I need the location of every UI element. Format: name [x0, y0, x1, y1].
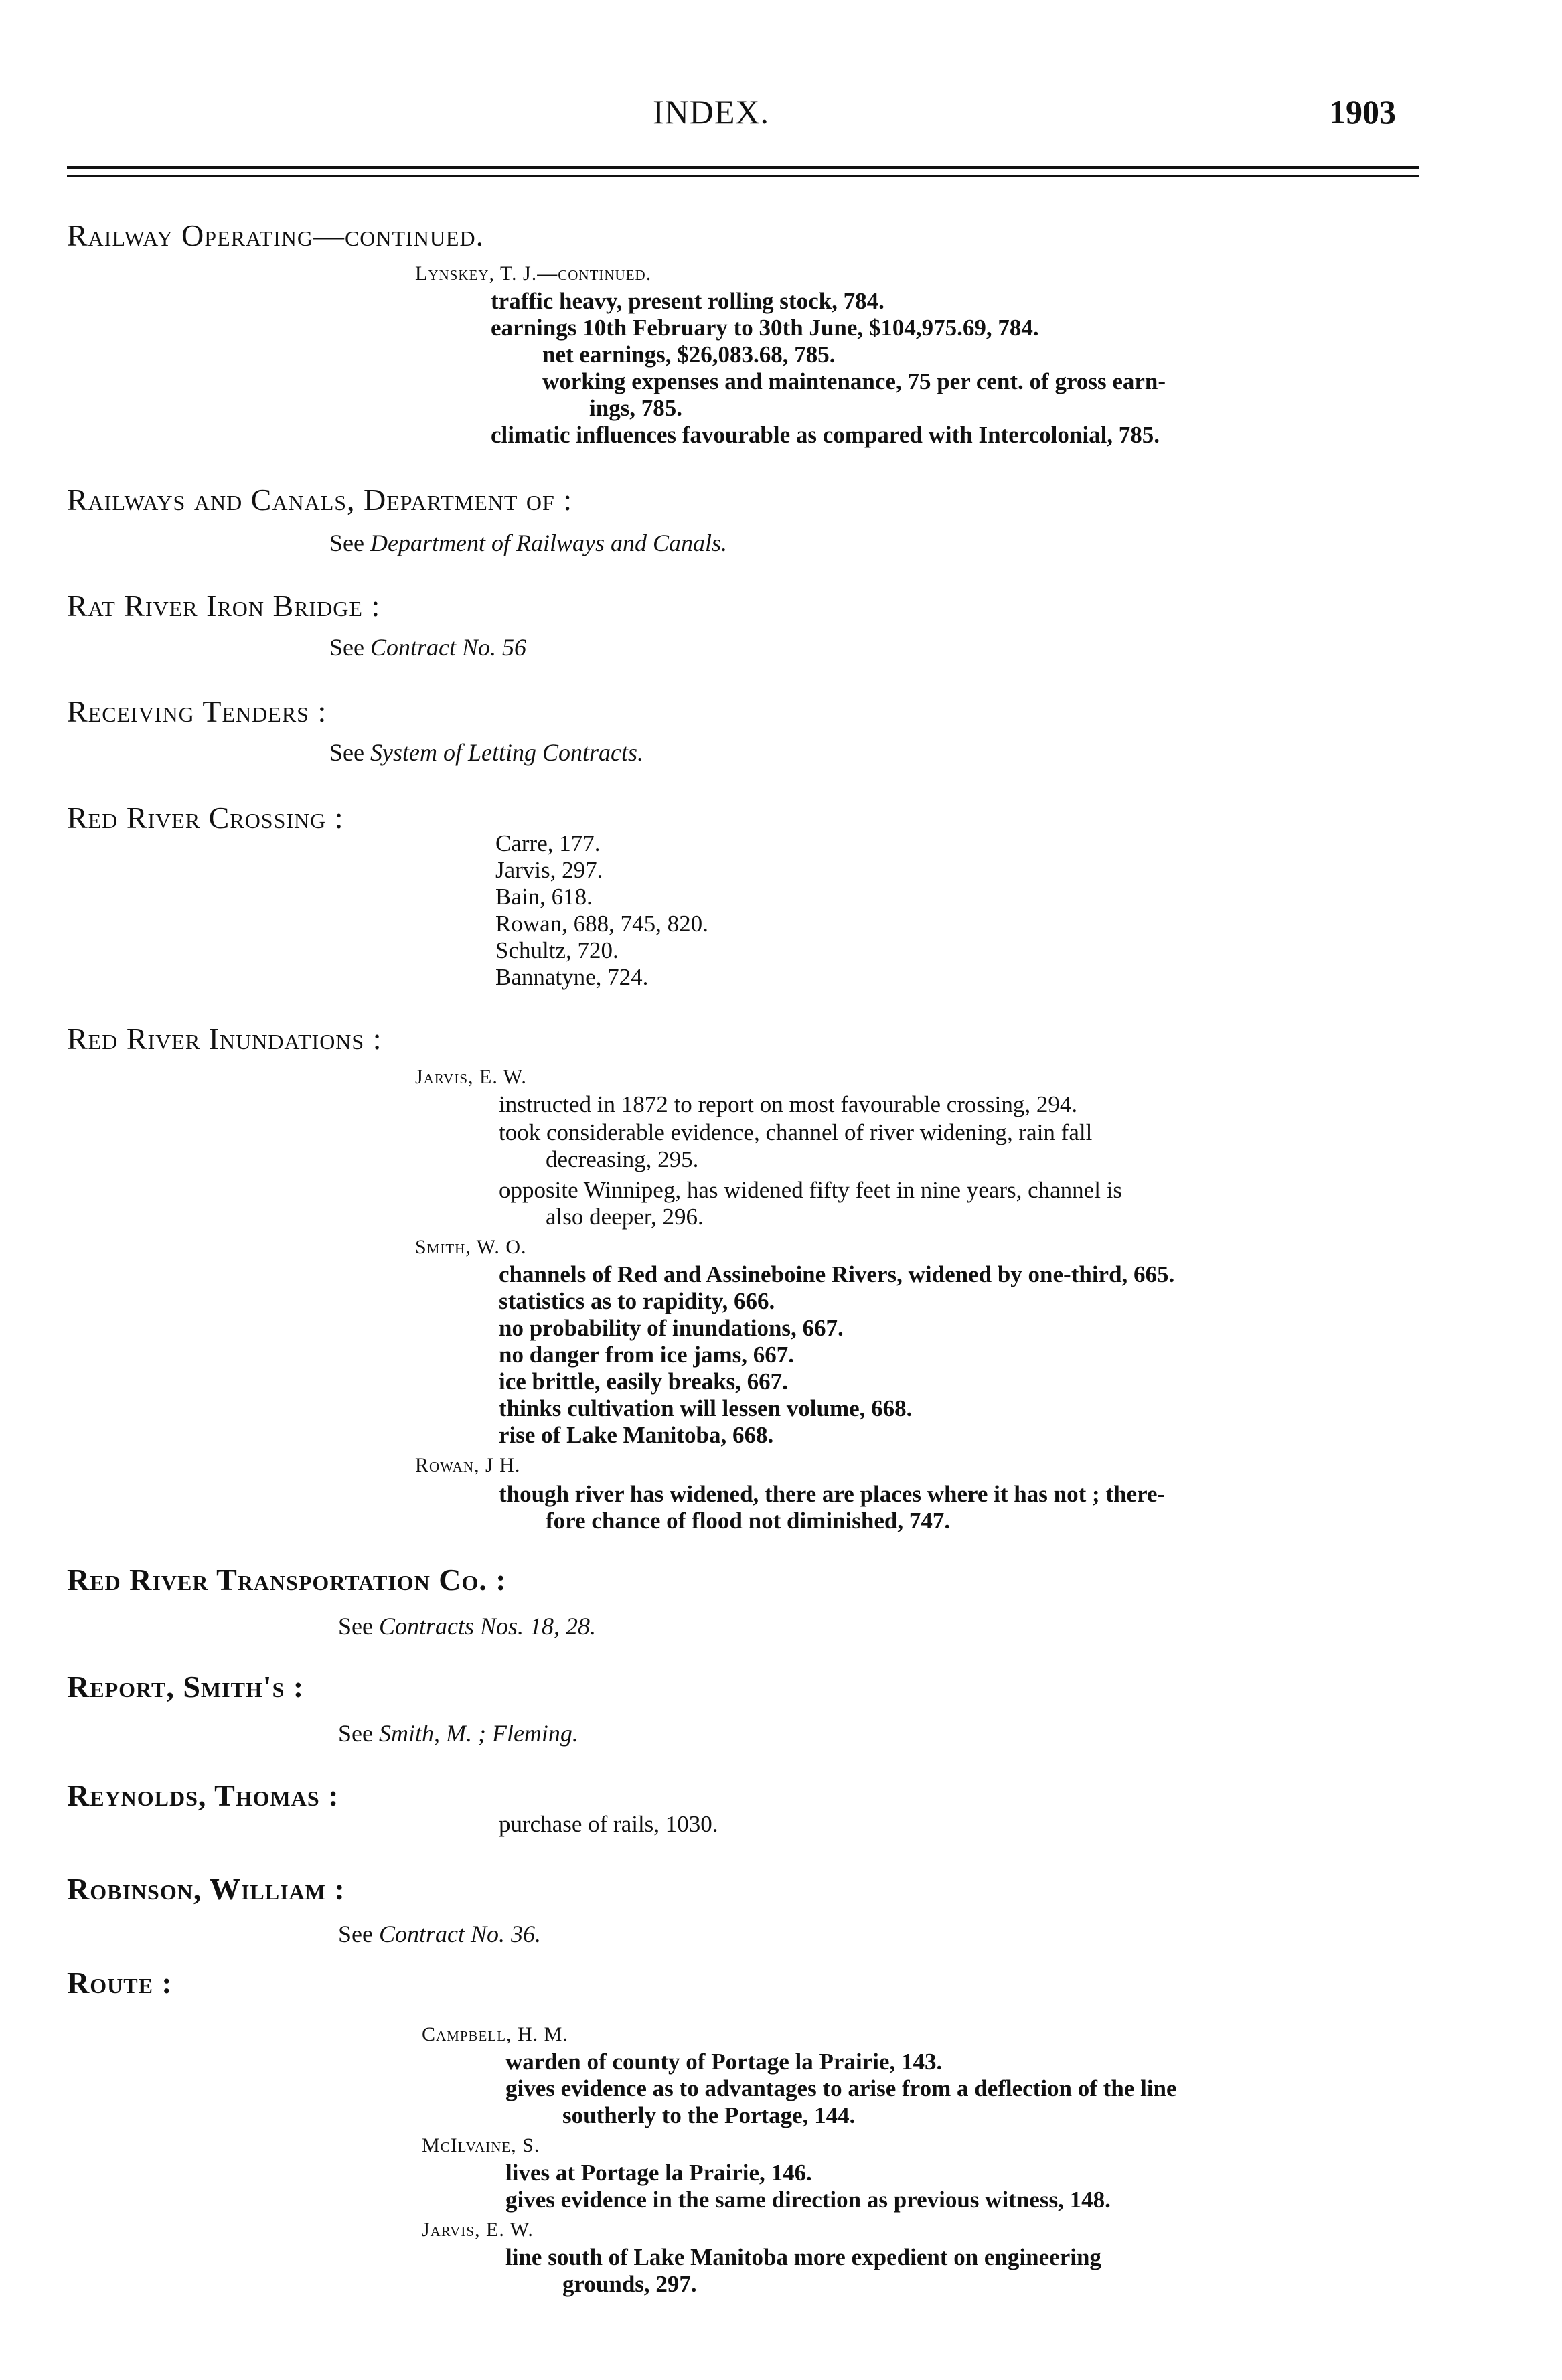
- entry-line: ice brittle, easily breaks, 667.: [499, 1368, 788, 1395]
- entry-line: gives evidence in the same direction as previous witness, 148.: [505, 2187, 1111, 2213]
- entry-line-continued: southerly to the Portage, 144.: [562, 2102, 856, 2128]
- entry-line-continued: also deeper, 296.: [546, 1204, 704, 1230]
- see-label: See: [338, 1921, 373, 1948]
- entry-line: working expenses and maintenance, 75 per cent. of gross earn-: [542, 368, 1166, 394]
- heading-reynolds-thomas: Reynolds, Thomas :: [67, 1778, 339, 1812]
- see-label: See: [329, 634, 364, 661]
- witness-name-smith: Smith, W. O.: [415, 1236, 527, 1258]
- see-reference: [338, 1920, 541, 1948]
- see-reference: [329, 738, 643, 767]
- entry-line: climatic influences favourable as compared with Intercolonial, 785.: [491, 422, 1160, 448]
- see-target: System of Letting Contracts.: [370, 739, 643, 766]
- entry-line: statistics as to rapidity, 666.: [499, 1288, 775, 1314]
- see-target: Smith, M. ; Fleming.: [378, 1720, 578, 1747]
- see-reference: [338, 1719, 578, 1747]
- witness-name-campbell: Campbell, H. M.: [422, 2023, 568, 2045]
- entry-line-continued: grounds, 297.: [562, 2271, 697, 2297]
- heading-railways-and-canals: Railways and Canals, Department of :: [67, 483, 573, 517]
- witness-name-jarvis-route: Jarvis, E. W.: [422, 2219, 534, 2241]
- entry-line: traffic heavy, present rolling stock, 784.: [491, 288, 884, 314]
- entry-line: net earnings, $26,083.68, 785.: [542, 341, 836, 368]
- see-label: See: [329, 530, 364, 556]
- see-label: See: [338, 1720, 373, 1747]
- entry-line: thinks cultivation will lessen volume, 668.: [499, 1395, 913, 1421]
- entry-line: though river has widened, there are places where it has not ; there-: [499, 1481, 1166, 1507]
- witness-name-lynskey: Lynskey, T. J.—continued.: [415, 262, 652, 285]
- heading-robinson-william: Robinson, William :: [67, 1872, 345, 1906]
- entry-line: instructed in 1872 to report on most favourable crossing, 294.: [499, 1091, 1078, 1117]
- entry-line-continued: ings, 785.: [589, 395, 683, 421]
- list-item: Schultz, 720.: [495, 937, 619, 963]
- list-item: Jarvis, 297.: [495, 857, 603, 883]
- list-item: Bain, 618.: [495, 884, 593, 910]
- see-reference: [329, 633, 526, 661]
- heading-rat-river-iron-bridge: Rat River Iron Bridge :: [67, 588, 381, 623]
- see-target: Contract No. 36.: [378, 1921, 541, 1948]
- heading-red-river-inundations: Red River Inundations :: [67, 1022, 382, 1056]
- see-label: See: [338, 1613, 373, 1640]
- list-item: Carre, 177.: [495, 830, 601, 856]
- entry-line: rise of Lake Manitoba, 668.: [499, 1422, 774, 1448]
- see-label: See: [329, 739, 364, 766]
- entry-line-continued: fore chance of flood not diminished, 747.: [546, 1508, 951, 1534]
- entry-line: no danger from ice jams, 667.: [499, 1342, 795, 1368]
- entry-line: warden of county of Portage la Prairie, 143.: [505, 2049, 943, 2075]
- witness-name-mcilvaine: McIlvaine, S.: [422, 2134, 540, 2156]
- entry-line: took considerable evidence, channel of river widening, rain fall: [499, 1119, 1093, 1145]
- see-target: Department of Railways and Canals.: [370, 530, 727, 556]
- entry-line: channels of Red and Assineboine Rivers, widened by one-third, 665.: [499, 1261, 1175, 1287]
- witness-name-rowan: Rowan, J H.: [415, 1454, 521, 1476]
- see-reference: [338, 1612, 596, 1640]
- entry-line: no probability of inundations, 667.: [499, 1315, 844, 1341]
- entry-line: gives evidence as to advantages to arise from a deflection of the line: [505, 2075, 1177, 2101]
- entry-line: opposite Winnipeg, has widened fifty feet in nine years, channel is: [499, 1177, 1123, 1203]
- see-target: Contracts Nos. 18, 28.: [378, 1613, 597, 1640]
- heading-route: Route :: [67, 1966, 173, 2000]
- page-title: INDEX.: [653, 93, 770, 131]
- list-item: Rowan, 688, 745, 820.: [495, 910, 708, 937]
- heading-receiving-tenders: Receiving Tenders :: [67, 694, 327, 728]
- witness-name-jarvis: Jarvis, E. W.: [415, 1066, 527, 1088]
- heading-red-river-transportation: Red River Transportation Co. :: [67, 1563, 507, 1597]
- entry-line: line south of Lake Manitoba more expedient on engineering: [505, 2244, 1101, 2270]
- entry-line-continued: decreasing, 295.: [546, 1146, 699, 1172]
- list-item: Bannatyne, 724.: [495, 964, 649, 990]
- header-rule: [67, 166, 1419, 169]
- entry-line: purchase of rails, 1030.: [499, 1811, 718, 1837]
- see-reference: [329, 529, 727, 557]
- heading-red-river-crossing: Red River Crossing :: [67, 801, 344, 835]
- entry-line: earnings 10th February to 30th June, $104,975.69, 784.: [491, 315, 1039, 341]
- heading-report-smiths: Report, Smith's :: [67, 1670, 305, 1704]
- heading-railway-operating: Railway Operating—continued.: [67, 218, 485, 252]
- entry-line: lives at Portage la Prairie, 146.: [505, 2160, 812, 2186]
- page-number: 1903: [1329, 93, 1396, 131]
- header-rule-thin: [67, 175, 1419, 177]
- see-target: Contract No. 56: [370, 634, 526, 661]
